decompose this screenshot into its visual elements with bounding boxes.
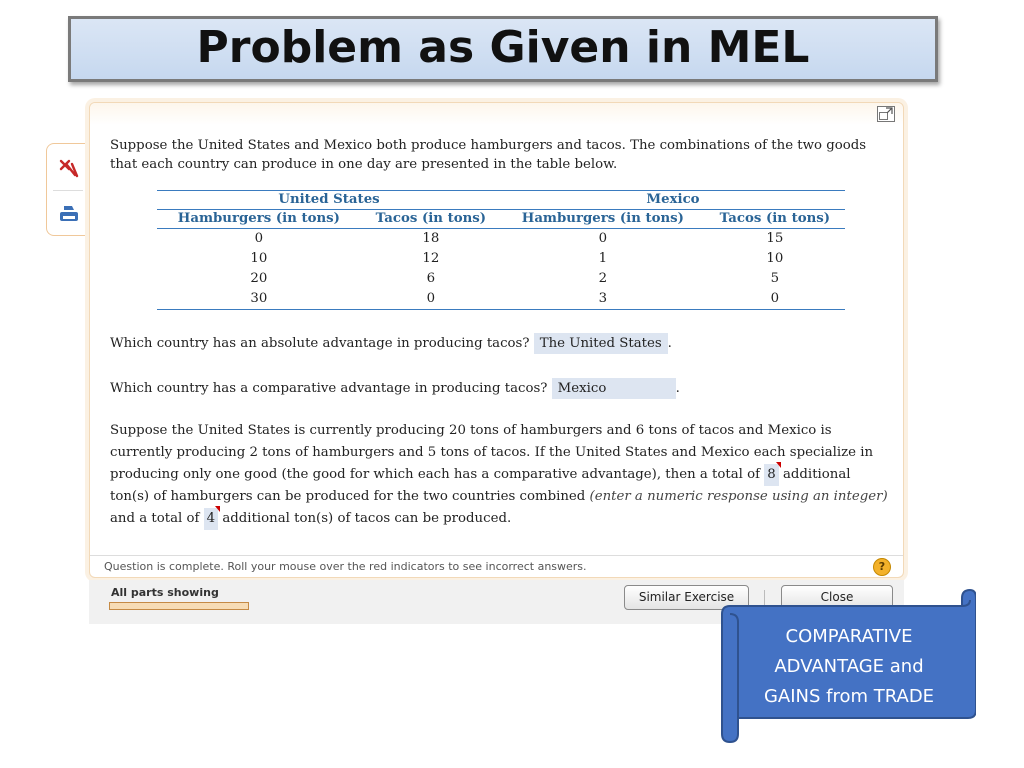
col-us-hamburgers: Hamburgers (in tons) bbox=[157, 210, 361, 229]
table-cell: 15 bbox=[766, 231, 784, 246]
q3-hamburgers-answer-field[interactable] bbox=[764, 464, 778, 486]
side-toolbar bbox=[46, 143, 88, 236]
toolbar-divider bbox=[53, 190, 83, 191]
table-cell: 20 bbox=[250, 271, 268, 286]
callout-text bbox=[738, 622, 960, 712]
q3-part3: and a total of bbox=[110, 511, 200, 526]
help-icon[interactable]: ? bbox=[873, 558, 891, 576]
table-row bbox=[157, 249, 845, 269]
table-column-header bbox=[157, 210, 845, 229]
col-mx-tacos: Tacos (in tons) bbox=[705, 210, 845, 229]
callout-line-1: COMPARATIVE bbox=[785, 626, 913, 647]
q3-tacos-answer-field[interactable] bbox=[204, 508, 218, 530]
table-group-header bbox=[157, 191, 845, 210]
q3-hint: (enter a numeric response using an integer) bbox=[589, 489, 888, 504]
status-text: Question is complete. Roll your mouse over the red indicators to see incorrect answers. bbox=[104, 560, 587, 573]
group-united-states: United States bbox=[157, 191, 501, 210]
table-row bbox=[157, 289, 845, 310]
expand-icon[interactable] bbox=[877, 106, 895, 122]
table-cell: 0 bbox=[361, 289, 501, 310]
incorrect-indicator[interactable] bbox=[776, 462, 781, 468]
slide-title-banner bbox=[68, 16, 938, 82]
table-cell: 10 bbox=[766, 251, 784, 266]
table-cell: 3 bbox=[501, 289, 705, 310]
q1-end: . bbox=[667, 336, 672, 351]
table-cell: 10 bbox=[250, 251, 268, 266]
table-cell: 6 bbox=[426, 271, 436, 286]
table-cell: 2 bbox=[598, 271, 608, 286]
parts-progress-bar bbox=[109, 602, 249, 610]
q2-end: . bbox=[675, 381, 680, 396]
callout-line-3: GAINS from TRADE bbox=[763, 686, 935, 707]
parts-showing-label: All parts showing bbox=[111, 586, 219, 599]
incorrect-indicator[interactable] bbox=[215, 506, 220, 512]
question-comparative-advantage bbox=[110, 378, 680, 399]
close-button[interactable]: Close bbox=[781, 585, 893, 610]
q1-answer-field[interactable]: The United States bbox=[534, 333, 668, 354]
calculator-icon[interactable] bbox=[57, 156, 81, 180]
panel-topbar bbox=[90, 103, 903, 125]
q3-part4: additional ton(s) of tacos can be produced. bbox=[222, 511, 512, 526]
q2-answer-field[interactable]: Mexico bbox=[552, 378, 676, 399]
question-intro: Suppose the United States and Mexico both produce hamburgers and tacos. The combinations of the two goods that each country can produce in one day are presented in the table below. bbox=[110, 138, 867, 172]
production-table bbox=[157, 190, 845, 310]
table-cell: 0 bbox=[598, 231, 608, 246]
group-mexico: Mexico bbox=[501, 191, 845, 210]
table-cell: 0 bbox=[254, 231, 264, 246]
table-row bbox=[157, 229, 845, 250]
callout-line-2: ADVANTAGE and bbox=[774, 656, 924, 677]
table-cell: 1 bbox=[598, 251, 608, 266]
q3-part1: Suppose the United States is currently producing 20 tons of hamburgers and 6 tons of tacos and Mexico is currently producing 2 tons of hamburgers and 5 tons of tacos. If the United States and Mexico each specialize in producing only one good (the good for which each has a comparative advantage), then a total of bbox=[110, 423, 874, 482]
similar-exercise-button[interactable]: Similar Exercise bbox=[624, 585, 749, 610]
col-mx-hamburgers: Hamburgers (in tons) bbox=[501, 210, 705, 229]
table-cell: 0 bbox=[705, 289, 845, 310]
table-cell: 18 bbox=[422, 231, 440, 246]
table-row bbox=[157, 269, 845, 289]
col-us-tacos: Tacos (in tons) bbox=[361, 210, 501, 229]
print-icon[interactable] bbox=[57, 202, 81, 226]
slide-title: Problem as Given in MEL bbox=[196, 22, 810, 73]
table-cell: 12 bbox=[422, 251, 440, 266]
table-cell: 30 bbox=[157, 289, 361, 310]
question-absolute-advantage bbox=[110, 333, 672, 354]
q3-part2: additional ton(s) of hamburgers can be produced for the two countries combined bbox=[110, 467, 851, 504]
table-cell: 5 bbox=[770, 271, 780, 286]
question-panel bbox=[89, 102, 904, 578]
q3-answer1: 8 bbox=[767, 467, 776, 482]
q3-answer2: 4 bbox=[206, 511, 216, 526]
status-bar bbox=[90, 555, 903, 577]
question-specialization bbox=[110, 420, 890, 530]
q2-text: Which country has a comparative advantage in producing tacos? bbox=[110, 381, 548, 396]
q1-text: Which country has an absolute advantage in producing tacos? bbox=[110, 336, 530, 351]
